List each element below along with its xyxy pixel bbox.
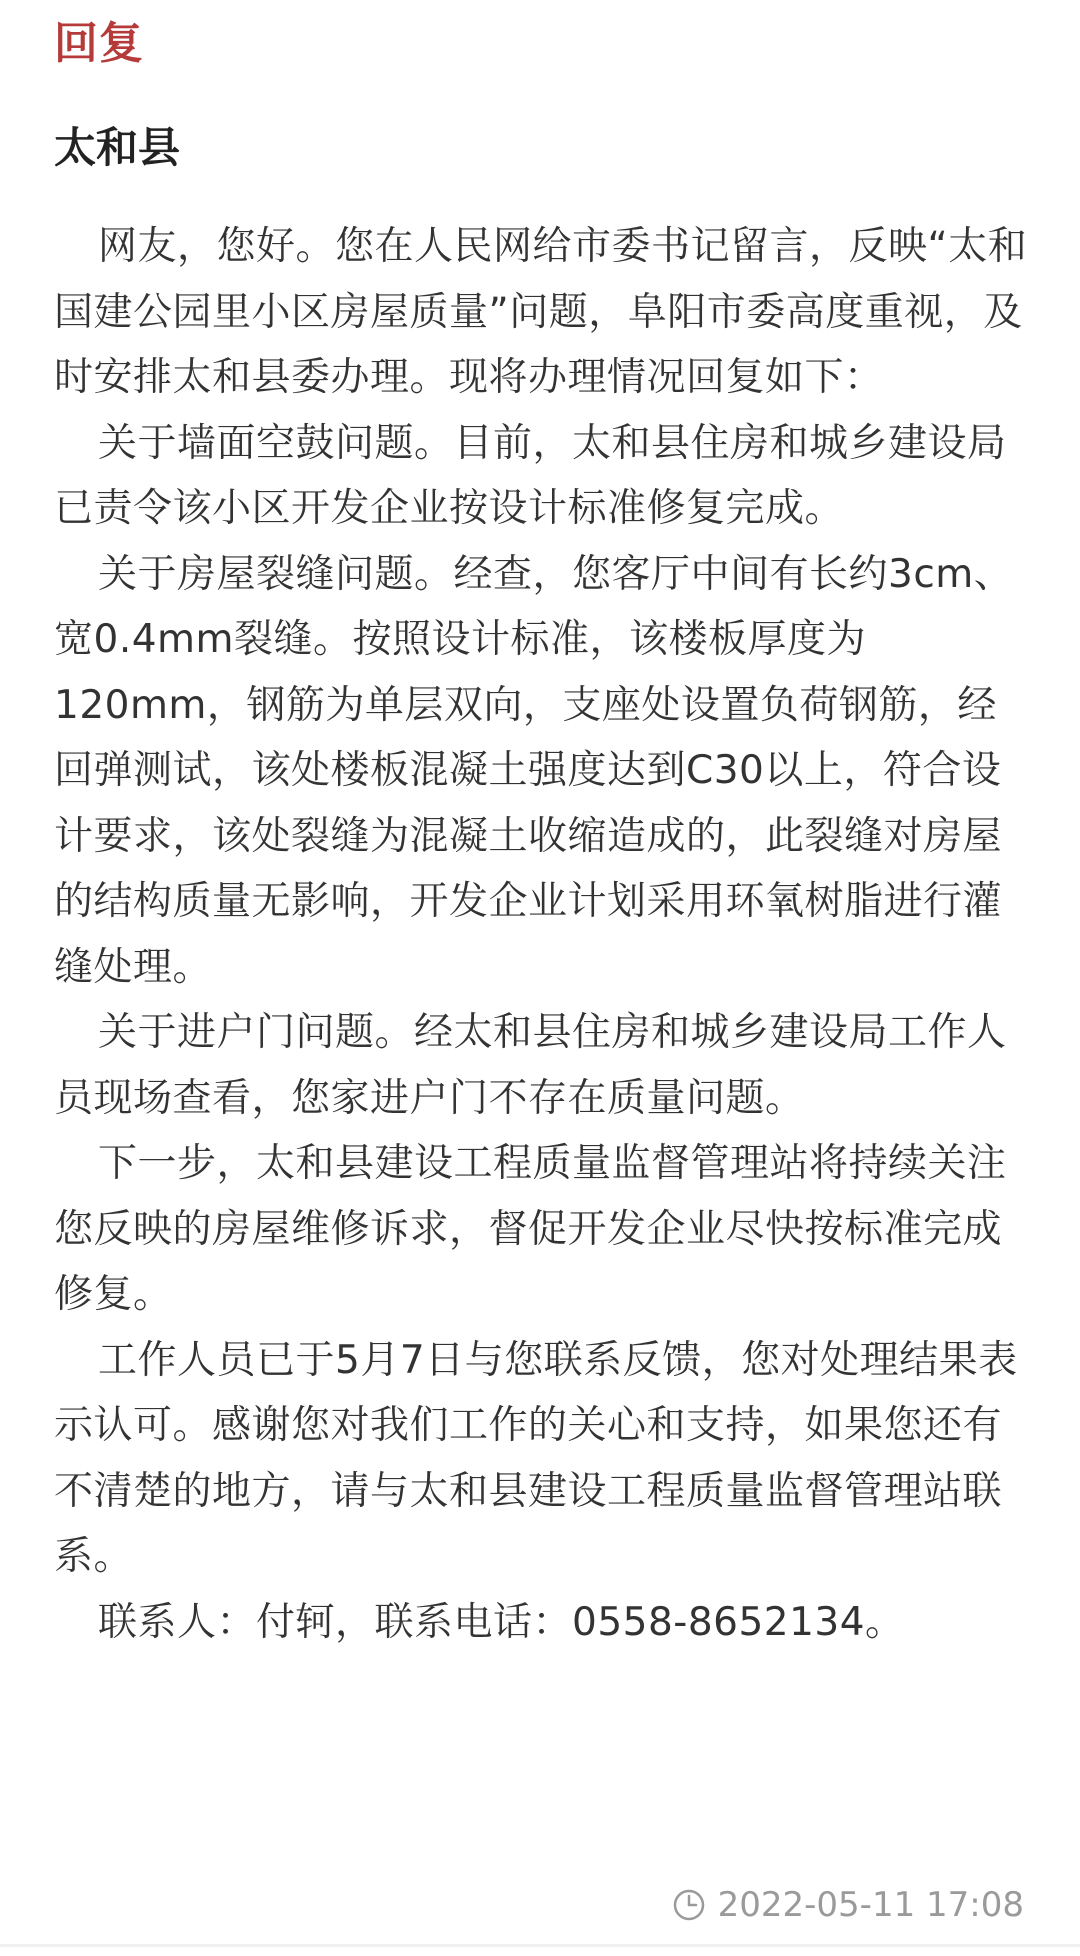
paragraph-contact: 联系人：付轲，联系电话：0558-8652134。	[98, 1599, 905, 1645]
paragraph-feedback: 工作人员已于5月7日与您联系反馈，您对处理结果表示认可。感谢您对我们工作的关心和支持，如果您还有不清楚的地方，请与太和县建设工程质量监督管理站联系。	[54, 1337, 1018, 1579]
reply-timestamp	[672, 1882, 1024, 1928]
organization-title: 太和县	[54, 123, 181, 172]
timestamp-text: 2022-05-11 17:08	[717, 1885, 1024, 1925]
clock-icon	[672, 1888, 706, 1922]
bottom-divider	[0, 1944, 1080, 1947]
paragraph-door: 关于进户门问题。经太和县住房和城乡建设局工作人员现场查看，您家进户门不存在质量问题。	[54, 1010, 1007, 1121]
paragraph-crack: 关于房屋裂缝问题。经查，您客厅中间有长约3cm、宽0.4mm裂缝。按照设计标准，该楼板厚度为120mm，钢筋为单层双向，支座处设置负荷钢筋，经回弹测试，该处楼板混凝土强度达到C30以上，符合设计要求，该处裂缝为混凝土收缩造成的，此裂缝对房屋的结构质量无影响，开发企业计划采用环氧树脂进行灌缝处理。	[54, 551, 1014, 990]
paragraph-greeting: 网友，您好。您在人民网给市委书记留言，反映“太和国建公园里小区房屋质量”问题，阜阳市委高度重视，及时安排太和县委办理。现将办理情况回复如下：	[54, 224, 1028, 400]
reply-label: 回复	[54, 18, 144, 69]
paragraph-next-step: 下一步，太和县建设工程质量监督管理站将持续关注您反映的房屋维修诉求，督促开发企业尽快按标准完成修复。	[54, 1141, 1007, 1317]
reply-body	[54, 214, 1034, 1655]
paragraph-wall: 关于墙面空鼓问题。目前，太和县住房和城乡建设局已责令该小区开发企业按设计标准修复完成。	[54, 420, 1007, 531]
